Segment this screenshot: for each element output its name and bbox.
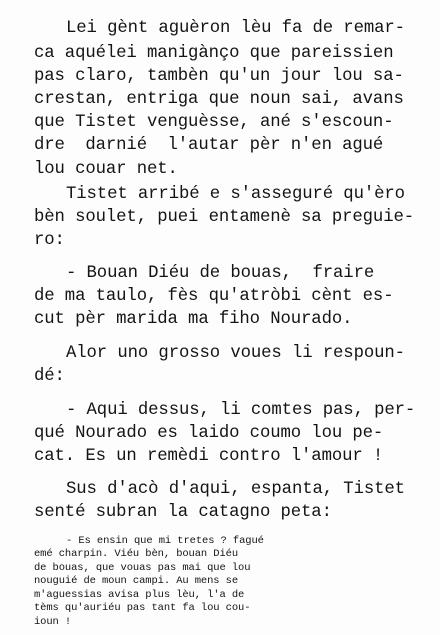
text-line: dre darnié l'autar pèr n'en agué — [34, 136, 384, 155]
text-line: de bouas, que vouas pas mai que lou — [34, 561, 251, 574]
text-line: emé charpin. Viéu bèn, bouan Diéu — [34, 548, 239, 561]
text-line: - Es ensin que mi tretes ? fagué — [66, 535, 264, 547]
text-line: Tistet arribé e s'asseguré qu'èro — [66, 185, 405, 204]
text-line: Sus d'acò d'aqui, espanta, Tistet — [66, 480, 405, 499]
text-line: Lei gènt aguèron lèu fa de remar- — [66, 19, 405, 38]
text-line: Alor uno grosso voues li respoun- — [66, 344, 405, 363]
text-line: cut pèr marida ma fiho Nourado. — [34, 310, 353, 329]
text-line: senté subran la catagno peta: — [34, 503, 332, 522]
text-line: que Tistet venguèsse, ané s'escoun- — [34, 113, 394, 132]
text-line: cat. Es un remèdi contro l'amour ! — [34, 447, 384, 466]
text-line: de ma taulo, fès qu'atròbi cènt es- — [34, 287, 394, 306]
text-line: - Aqui dessus, li comtes pas, per- — [66, 401, 416, 420]
text-line: nouguié de moun campi. Au mens se — [34, 575, 239, 588]
text-line: - Bouan Diéu de bouas, fraire — [66, 264, 375, 283]
text-line: ro: — [34, 231, 65, 250]
text-line: m'aguessias avisa plus lèu, l'a de — [34, 588, 245, 601]
text-line: ioun ! — [34, 615, 72, 628]
text-line: crestan, entriga que noun sai, avans — [34, 90, 404, 109]
text-line: tèms qu'auriéu pas tant fa lou cou- — [34, 602, 251, 615]
text-line: lou couar net. — [34, 160, 178, 179]
text-line: qué Nourado es laido coumo lou pe- — [34, 424, 384, 443]
text-line: pas claro, tambèn qu'un jour lou sa- — [34, 67, 404, 86]
text-line: ca aquélei manigànço que pareissien — [34, 44, 394, 63]
text-line: dé: — [34, 367, 65, 386]
text-line: bèn soulet, puei entamenè sa preguie- — [34, 208, 415, 227]
